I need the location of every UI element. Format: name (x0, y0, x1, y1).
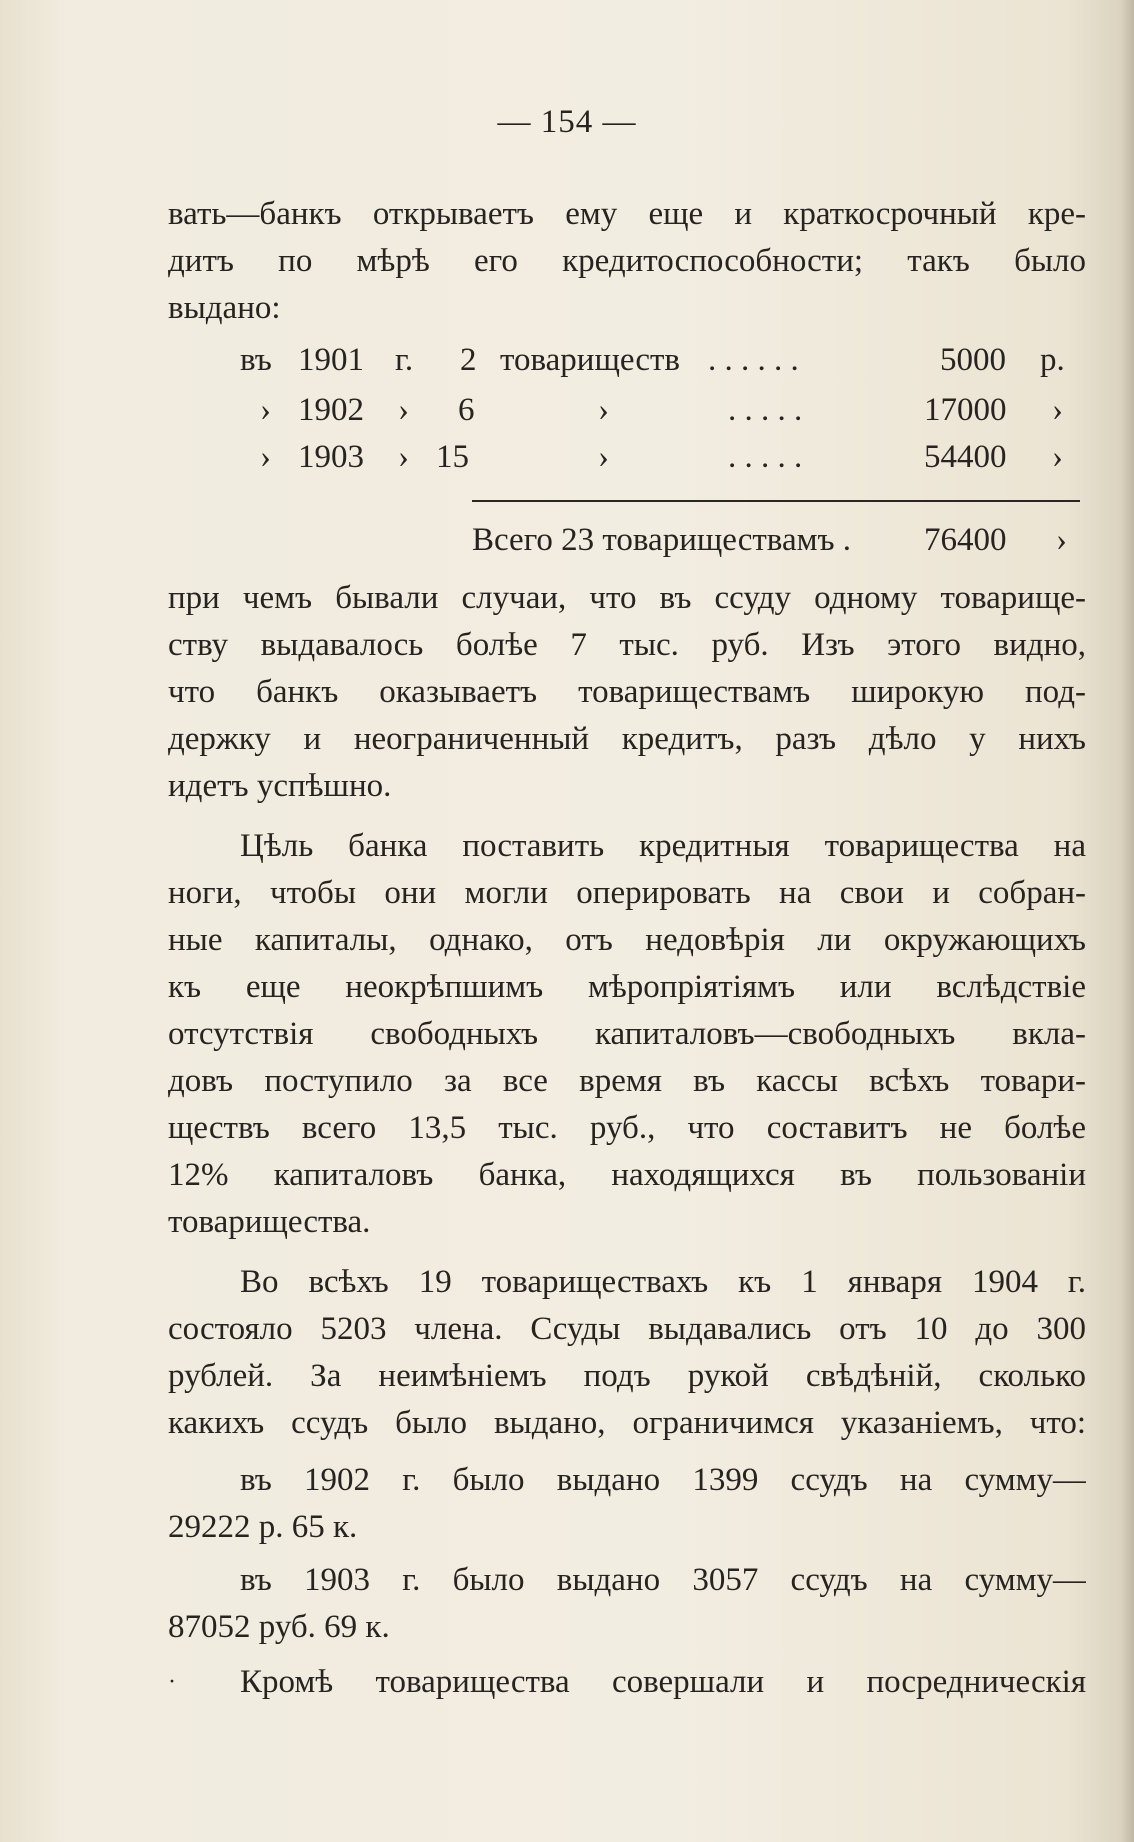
text-line: ные капиталы, однако, отъ недовѣрія ли окружающихъ (168, 922, 1086, 958)
row-amount: 5000 (940, 342, 1006, 378)
row-suffix: › (1052, 392, 1063, 428)
row-amount: 54400 (924, 439, 1007, 475)
text-line: выдано: (168, 290, 281, 326)
text-line: къ еще неокрѣпшимъ мѣропріятіямъ или вслѣдствіе (168, 969, 1086, 1005)
text-line: ноги, чтобы они могли оперировать на свои и собран- (168, 875, 1086, 911)
row-year: 1902 (298, 392, 364, 428)
text-line: идетъ успѣшно. (168, 768, 392, 804)
text-line: въ 1903 г. было выдано 3057 ссудъ на сумму— (240, 1562, 1086, 1598)
margin-dot: · (168, 1669, 176, 1695)
row-suffix: › (1052, 439, 1063, 475)
row-prefix: › (260, 439, 271, 475)
text-line: дитъ по мѣрѣ его кредитоспособности; такъ было (168, 243, 1086, 279)
text-line: вать—банкъ открываетъ ему еще и краткосрочный кре- (168, 196, 1086, 232)
page-number: — 154 — (497, 104, 637, 140)
row-unit: г. (395, 342, 414, 378)
row-year: 1901 (298, 342, 364, 378)
row-suffix: р. (1040, 342, 1065, 378)
text-line: отсутствія свободныхъ капиталовъ—свободныхъ вкла- (168, 1016, 1086, 1052)
text-line: Кромѣ товарищества совершали и посредническія (240, 1664, 1086, 1700)
text-line: при чемъ бывали случаи, что въ ссуду одному товарище- (168, 580, 1086, 616)
page-spine-shadow (1120, 0, 1134, 1842)
row-prefix: › (260, 392, 271, 428)
text-line: ществъ всего 13,5 тыс. руб., что составитъ не болѣе (168, 1110, 1086, 1146)
row-year: 1903 (298, 439, 364, 475)
text-line: состояло 5203 члена. Ссуды выдавались отъ 10 до 300 (168, 1311, 1086, 1347)
row-unit: › (398, 392, 409, 428)
row-count: 15 (436, 439, 469, 475)
text-line: рублей. За неимѣніемъ подъ рукой свѣдѣній, сколько (168, 1358, 1086, 1394)
text-line: какихъ ссудъ было выдано, ограничимся указаніемъ, что: (168, 1405, 1086, 1441)
total-rule (472, 500, 1080, 502)
row-word: › (598, 439, 609, 475)
total-suffix: › (1056, 522, 1067, 558)
text-line: товарищества. (168, 1204, 371, 1240)
text-line: въ 1902 г. было выдано 1399 ссудъ на сумму— (240, 1462, 1086, 1498)
row-prefix: въ (240, 342, 272, 378)
row-amount: 17000 (924, 392, 1007, 428)
text-line: довъ поступило за все время въ кассы всѣхъ товари- (168, 1063, 1086, 1099)
row-dots: . . . . . (728, 392, 803, 428)
row-count: 2 (460, 342, 477, 378)
row-word: › (598, 392, 609, 428)
text-line: Во всѣхъ 19 товариществахъ къ 1 января 1904 г. (240, 1264, 1086, 1300)
row-count: 6 (458, 392, 475, 428)
row-dots: . . . . . (728, 439, 803, 475)
row-unit: › (398, 439, 409, 475)
row-word: товариществ (500, 342, 680, 378)
text-line: 29222 р. 65 к. (168, 1509, 358, 1545)
text-line: ству выдавалось болѣе 7 тыс. руб. Изъ этого видно, (168, 627, 1086, 663)
text-line: что банкъ оказываетъ товариществамъ широкую под- (168, 674, 1086, 710)
row-dots: . . . . . . (708, 342, 799, 378)
text-line: держку и неограниченный кредитъ, разъ дѣло у нихъ (168, 721, 1086, 757)
total-amount: 76400 (924, 522, 1007, 558)
text-line: 12% капиталовъ банка, находящихся въ пользованіи (168, 1157, 1086, 1193)
text-line: Цѣль банка поставить кредитныя товарищества на (240, 828, 1086, 864)
total-label: Всего 23 товариществамъ . (472, 522, 852, 558)
text-line: 87052 руб. 69 к. (168, 1609, 390, 1645)
